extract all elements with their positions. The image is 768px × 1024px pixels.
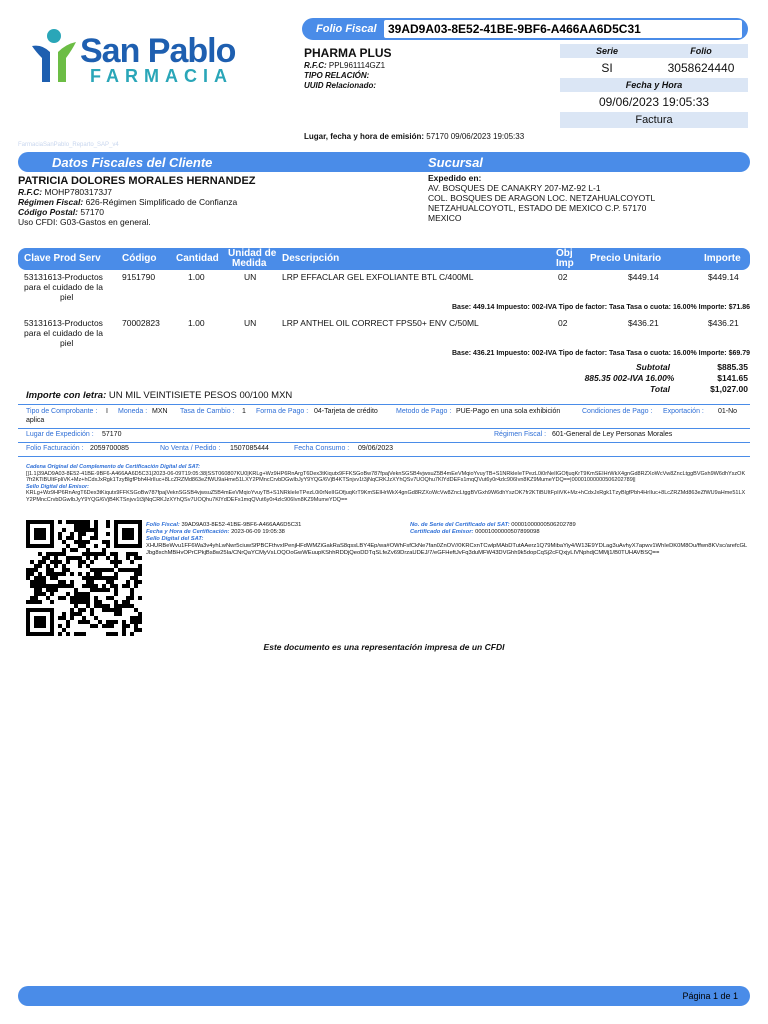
item-precio: $449.14: [628, 272, 659, 282]
info-pago-line: Tipo de Comprobante : I Moneda : MXN Tasa de Cambio : 1 Forma de Pago : 04-Tarjeta de crédito Metodo de Pago : PUE-Pago en una sola exhibición Condiciones de Pago : Exportación : 01-No aplica: [26, 408, 738, 424]
sello-sat-title: Sello Digital del SAT:: [146, 536, 204, 542]
item-descripcion: LRP ANTHEL OIL CORRECT FPS50+ ENV C/50ML: [282, 318, 479, 328]
cliente-regimen: Régimen Fiscal: 626-Régimen Simplificado de Confianza: [18, 197, 238, 207]
divider: [18, 442, 750, 443]
sucursal-line4: MEXICO: [428, 213, 462, 223]
item-codigo: 70002823: [122, 318, 160, 328]
sucursal-title: Sucursal: [428, 155, 483, 170]
cliente-name: PATRICIA DOLORES MORALES HERNANDEZ: [18, 175, 256, 187]
table-row: [18, 272, 750, 302]
serie-label: Serie: [560, 44, 654, 58]
item-cantidad: 1.00: [188, 318, 205, 328]
folio-fiscal-bar: [302, 18, 748, 40]
cadena-original-block: [26, 464, 748, 503]
col-descripcion: Descripción: [282, 253, 340, 264]
divider: [18, 428, 750, 429]
folio-fiscal-value: 39AD9A03-8E52-41BE-9BF6-A466AA6D5C31: [384, 20, 742, 38]
item-cantidad: 1.00: [188, 272, 205, 282]
sello-emisor-text: KRLg+Wz9HP6RnArgT6Dex3tKiqutx9FFKSGoBw787fpajVeknSGSB4vjwsuZ5B4mEeVMqioYvuyTB+S1NRkleIeTPezL0i0rNeIIGOfjuqKrT9KmSEIHrWkX4gnGd8RZXoWcVw8ZncLtggBVGxh9W6dhYszOK7fr2KTiBUItFpIiVK+Mz+hCdxJxRgk1TzyBlgfPbh4HrIIuc+8LcZRZMd863eZfWU9aHme51LXY2PMncCrvbDGwIbJyY9YQG/6VjB4KTSnjvv1t3jNqCRKJzXYhQSv7UOQhu7KlYdDEFs1mqQVut6y0r4zlc906Ivn8KZ9MumeYDQ==: [26, 490, 746, 503]
item-unidad: UN: [244, 318, 257, 328]
sucursal-line1: AV. BOSQUES DE CANAKRY 207-MZ-92 L-1: [428, 183, 601, 193]
sat-certificacion-block: Folio Fiscal: 39AD9A03-8E52-41BE-9BF6-A466AA6D5C31 No. de Serie del Certificado del SAT: 00001000000506202789 Fecha y Hora de Certificación: 2023-06-09 19:05:38 Certificado del Emisor: 00001000000507899098 Sello Digital del SAT: XHURBeWvu1FF6Wa3v4yhLwNwr5ciuwSfPBCFthvxIPenjHFdWMZiGakRaS8qssLBY4Ep/wa#OWhFsfCkNe7fan0ZnOV//0KRCxnTCwlpMAbDTutAAerz1Q79MibaYiy4/W13E9YDLag3uAvhyX7apwv1WhIeDK0M8Ou/ffwn8KVsc/arefcGLJbg8xchMBHvOPrCPkjBs8w25Ia/CNrQaYCMyVsLOQOoGwWEuupKShhRDDjQeoDDTqSLfeZv69DrzaUDEJ/7/eGFHeftJvFq3duMFW43DVGhh9k5dopCqSj2cFQxjyLIVNphdjCMMj1/B0TUHAVBSQ==: [146, 522, 750, 556]
representacion-impresa: Este documento es una representación impresa de un CFDI: [263, 642, 505, 652]
col-obj-1: Obj: [556, 248, 573, 259]
expedido-label: Expedido en:: [428, 173, 482, 183]
totals-block: [560, 362, 748, 395]
importe-letra: Importe con letra: UN MIL VEINTISIETE PESOS 00/100 MXN: [26, 390, 293, 401]
sucursal-line2: COL. BOSQUES DE ARAGON LOC. NETZAHUALCOYOTL: [428, 193, 656, 203]
col-unidad-1: Unidad de: [228, 248, 277, 259]
cliente-rfc: R.F.C: MOHP7803173J7: [18, 187, 113, 197]
item-base-line: Base: 449.14 Impuesto: 002-IVA Tipo de factor: Tasa Tasa o cuota: 16.00% Importe: $71.86: [452, 304, 750, 311]
sucursal-block: [428, 173, 748, 223]
page-footer: [18, 986, 750, 1006]
col-importe: Importe: [704, 253, 741, 264]
lugar-emision: Lugar, fecha y hora de emisión: 57170 09/06/2023 19:05:33: [304, 132, 525, 141]
datos-fiscales-bar: [18, 152, 750, 172]
item-precio: $436.21: [628, 318, 659, 328]
folio-value: 3058624440: [667, 61, 735, 75]
cliente-block: [18, 175, 418, 227]
sello-sat-text: XHURBeWvu1FF6Wa3v4yhLwNwr5ciuwSfPBCFthvxIPenjHFdWMZiGakRaS8qssLBY4Ep/wa#OWhFsfCkNe7fan0ZnOV//0KRCxnTCwlpMAbDTutAAerz1Q79MibaYiy4/W13E9YDLag3uAvhyX7apwv1WhIeDK0M8Ou/ffwn8KVsc/arefcGLJbg8xchMBHvOPrCPkjBs8w25Ia/CNrQaYCMyVsLOQOoGwWEuupKShhRDDjQeoDDTqSLfeZv69DrzaUDEJ/7/eGFHeftJvFq3duMFW43DVGhh9k5dopCqSj2cFQxjyLIVNphdjCMMj1/B0TUHAVBSQ==: [146, 542, 748, 556]
total-value: $1,027.00: [710, 384, 748, 394]
item-obj: 02: [558, 272, 568, 282]
item-clave: piel: [60, 338, 74, 348]
fecha-value: 09/06/2023 19:05:33: [598, 95, 710, 109]
info-lugar-line: Lugar de Expedición : 57170 Régimen Fiscal : 601-General de Ley Personas Morales: [26, 431, 673, 438]
iva-label: 885.35 002-IVA 16.00%: [584, 373, 675, 383]
datos-fiscales-title: Datos Fiscales del Cliente: [52, 155, 213, 170]
qr-code-icon: [26, 520, 142, 636]
divider: [18, 456, 750, 457]
subtotal-value: $885.35: [717, 362, 748, 372]
cadena-title: Cadena Original del Complemento de Certificación Digital del SAT:: [26, 464, 200, 470]
emisor-name: PHARMA PLUS: [304, 46, 392, 60]
faint-reference: FarmaciaSanPablo_Reparto_SAP_v4: [18, 142, 119, 148]
iva-value: $141.65: [717, 373, 748, 383]
total-label: Total: [650, 384, 670, 394]
col-unidad-2: Medida: [232, 258, 267, 269]
item-clave: piel: [60, 292, 74, 302]
uuid-relacionado-label: UUID Relacionado:: [304, 81, 377, 90]
tipo-relacion-label: TIPO RELACIÓN:: [304, 71, 370, 80]
item-clave: 53131613-Productos: [24, 318, 103, 328]
folio-label: Folio: [654, 44, 748, 58]
subtotal-label: Subtotal: [636, 362, 670, 372]
item-codigo: 9151790: [122, 272, 156, 282]
logo-figure-icon: [28, 26, 78, 86]
brand-sub: FARMACIA: [90, 66, 233, 86]
item-clave: 53131613-Productos: [24, 272, 103, 282]
item-importe: $436.21: [708, 318, 739, 328]
table-row: [18, 318, 750, 348]
page-number: Página 1 de 1: [682, 991, 738, 1001]
item-base-line: Base: 436.21 Impuesto: 002-IVA Tipo de factor: Tasa Tasa o cuota: 16.00% Importe: $69.79: [452, 350, 750, 357]
col-obj-2: Imp: [556, 258, 574, 269]
cadena-text: [|1.1|39AD9A03-8E52-41BE-9BF6-A466AA6D5C31|2023-06-09T19:05:38|SST060807KU0|KRLg+Wz9HP6RnArgT6Dex3tKiqutx9FFKSGoBw787fpajVeknSGSB4vjwsuZ5B4mEeVMqioYvuyTB+S1NRkleIeTPezL0i0rNeIIGOfjuqKrT9KmSEIHrWkX4gnGd8RZXoWcVw8ZncLtggBVGxh9W6dhYszOK7fr2KTiBUItFpIiVK+Mz+hCdxJxRgk1TzyBlgfPbh4HrIIuc+8LcZRZMd863eZfWU9aHme51LXY2PMncCrvbDGwIbJyY9YQG/6VjB4KTSnjvv1t3jNqCRKJzXYhQSv7UOQhu7KlYdDEFs1mqQVut6y0r4zlc906Ivn8KZ9MumeYDQ==|00001000000506202789||: [26, 470, 746, 483]
divider: [18, 404, 750, 405]
item-obj: 02: [558, 318, 568, 328]
item-clave: para el cuidado de la: [24, 282, 103, 292]
serie-value: SI: [601, 61, 613, 75]
emisor-rfc: R.F.C: PPL961114GZ1: [304, 61, 386, 70]
brand-name: San Pablo: [80, 32, 236, 70]
info-folio-line: Folio Facturación : 2059700085 No Venta / Pedido : 1507085444 Fecha Consumo : 09/06/2023: [26, 445, 394, 452]
item-unidad: UN: [244, 272, 257, 282]
cliente-uso: Uso CFDI: G03-Gastos en general.: [18, 217, 151, 227]
emisor-block: [304, 46, 544, 90]
sucursal-line3: NETZAHUALCOYOTL, ESTADO DE MEXICO C.P. 57170: [428, 203, 647, 213]
item-clave: para el cuidado de la: [24, 328, 103, 338]
items-header: [18, 248, 750, 270]
fecha-label: Fecha y Hora: [560, 78, 748, 92]
col-cantidad: Cantidad: [176, 253, 219, 264]
cliente-cp: Código Postal: 57170: [18, 207, 104, 217]
tipo-comprobante: Factura: [560, 112, 748, 128]
item-importe: $449.14: [708, 272, 739, 282]
comprobante-box: [560, 44, 748, 128]
folio-fiscal-label: Folio Fiscal: [316, 23, 377, 35]
col-clave: Clave Prod Serv: [24, 253, 101, 264]
col-precio: Precio Unitario: [590, 253, 662, 264]
san-pablo-logo: [28, 22, 268, 92]
item-descripcion: LRP EFFACLAR GEL EXFOLIANTE BTL C/400ML: [282, 272, 474, 282]
col-codigo: Código: [122, 253, 157, 264]
sello-emisor-title: Sello Digital del Emisor:: [26, 483, 89, 490]
